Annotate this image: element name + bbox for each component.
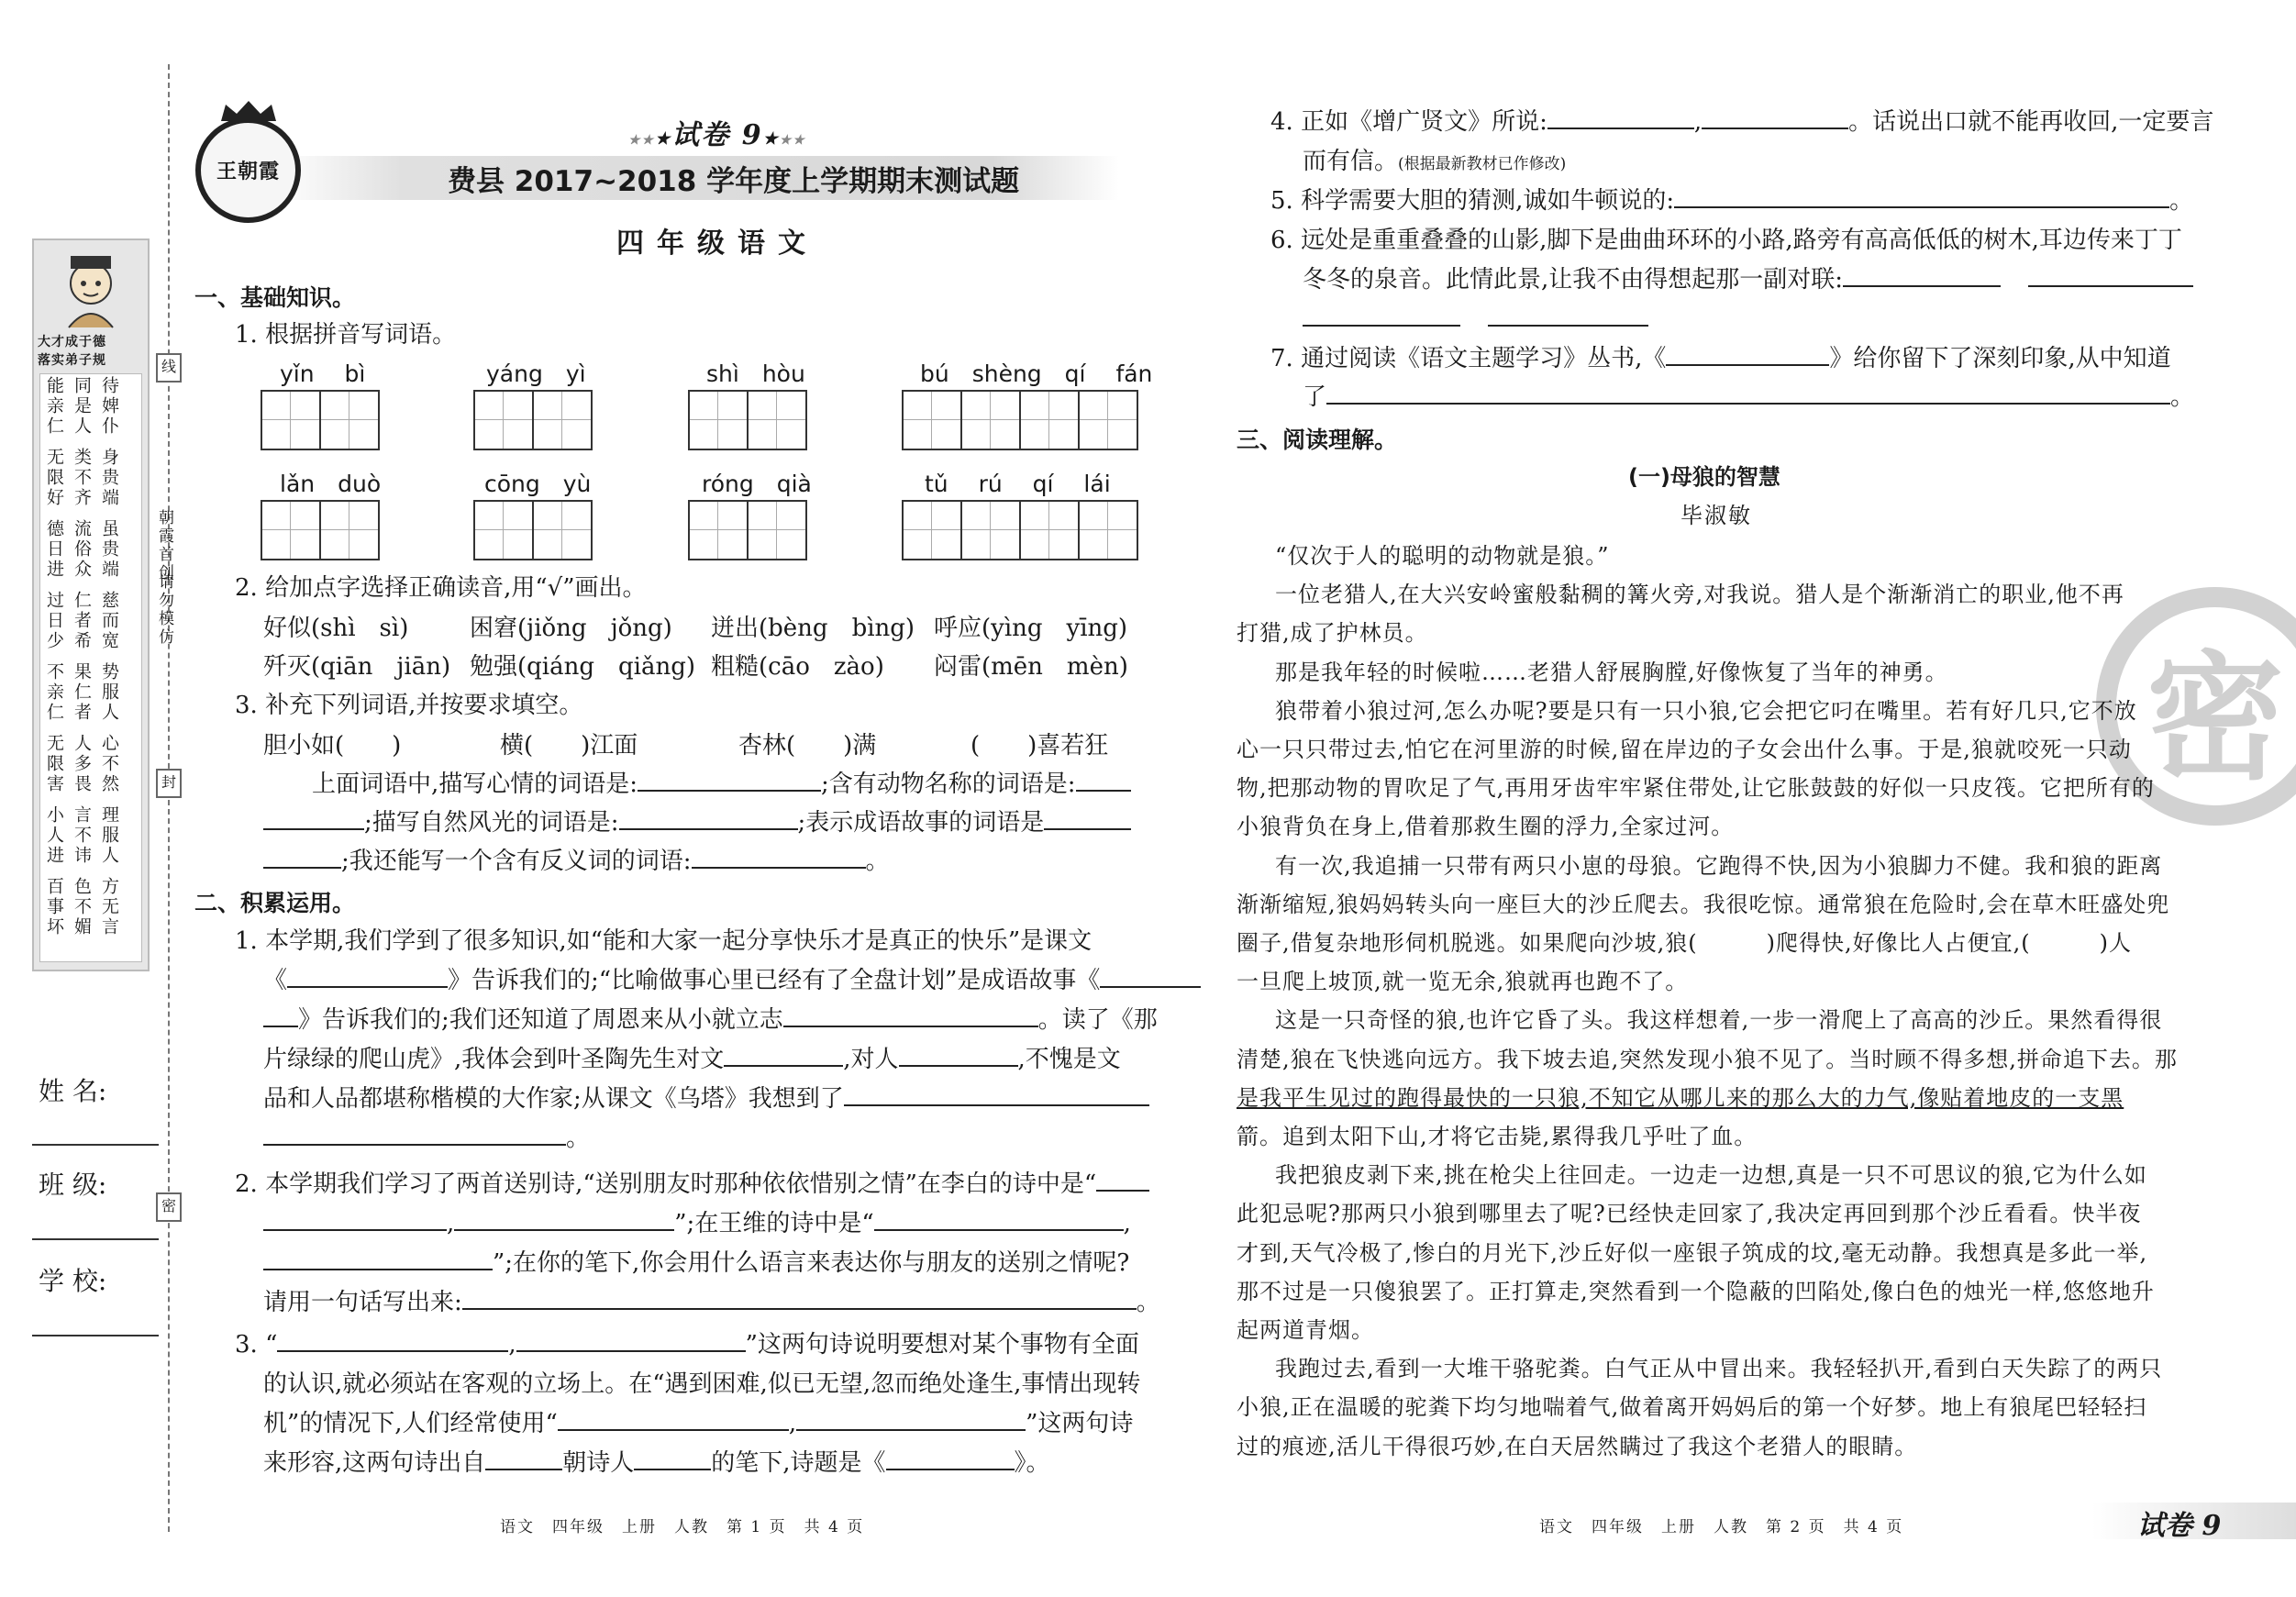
tian-grid-1[interactable] (262, 390, 380, 450)
s2-q1-line-5: 品和人品都堪称楷模的大作家;从课文《乌塔》我想到了 (263, 1080, 1149, 1118)
passage-line: 起两道青烟。 (1237, 1317, 1374, 1343)
blank[interactable] (1044, 804, 1131, 830)
passage-line: 那是我年轻的时候啦……老猎人舒展胸膛,好像恢复了当年的神勇。 (1275, 659, 1948, 685)
sidebar-verse-column: 无限好 (44, 448, 64, 508)
passage-line: “仅次于人的聪明的动物就是狼。” (1275, 543, 1610, 569)
blank[interactable] (886, 1445, 1015, 1470)
r-q7-line-2: 了 。 (1303, 378, 2194, 416)
blank[interactable] (1076, 766, 1131, 792)
section-2-title: 二、积累运用。 (194, 890, 356, 916)
blank[interactable] (1547, 104, 1694, 129)
sidebar-verse-column: 类不齐 (72, 448, 92, 508)
passage-line: 物,把那动物的胃吹足了气,再用牙齿牢牢紧住带处,让它胀鼓鼓的好似一只皮筏。它把所有的 (1237, 775, 2155, 802)
slogan-2: 落实弟子规 (38, 353, 106, 368)
sidebar-verse-column: 德日进 (44, 519, 64, 580)
blank[interactable] (263, 1205, 447, 1231)
blank[interactable] (1674, 183, 2169, 208)
passage-line: 清楚,狼在飞快逃向远方。我下坡去追,突然发现小狼不见了。当时顾不得多想,拼命追下去。那 (1237, 1046, 2178, 1072)
pinyin-4: bú shèng qí fán (920, 360, 1153, 387)
sidebar-verse-column: 过日少 (44, 591, 64, 651)
q2-item-6[interactable]: 勉强(qiáng qiǎng) (470, 653, 695, 681)
tian-grid-6[interactable] (475, 500, 593, 560)
article-author: 毕淑敏 (1680, 503, 1752, 528)
passage-line: 这是一只奇怪的狼,也许它昏了头。我这样想着,一步一滑爬上了高高的沙丘。果然看得很 (1275, 1007, 2163, 1034)
passage-line: 才到,天气冷极了,惨白的月光下,沙丘好似一座银子筑成的坟,毫无动静。我想真是多此一举, (1237, 1239, 2148, 1266)
sidebar-verse-column: 小人进 (44, 805, 64, 866)
blank[interactable] (263, 1120, 566, 1146)
vertical-note-2: 请勿模仿 (155, 573, 173, 647)
sidebar-verse-column: 理服人 (99, 805, 119, 866)
passage-line: 一旦爬上坡顶,就一览无余,狼就再也跑不了。 (1237, 969, 1689, 995)
class-label: 班 级: (39, 1170, 107, 1200)
r-q6-line-2: 冬冬的泉音。此情此景,让我不由得想起那一副对联: (1303, 261, 2193, 299)
s2-q3-line-4: 来形容,这两句诗出自 朝诗人 的笔下,诗题是《 》。 (263, 1444, 1050, 1482)
q4-note: (根据最新教材已作修改) (1398, 155, 1567, 173)
tian-grid-3[interactable] (690, 390, 807, 450)
blank[interactable] (1096, 1166, 1149, 1192)
sidebar-verse-column: 不亲仁 (44, 662, 64, 723)
r-q5: 5. 科学需要大胆的猜测,诚如牛顿说的: 。 (1270, 182, 2193, 220)
blank[interactable] (454, 1205, 674, 1231)
tian-grid-7[interactable] (690, 500, 807, 560)
blank[interactable] (1702, 104, 1848, 129)
passage-line: 渐渐缩短,狼妈妈转头向一座巨大的沙丘爬去。我很吃惊。通常狼在危险时,会在草木旺盛处兜 (1237, 891, 2170, 917)
s2-q1-line-3: 》告诉我们的;我们还知道了周恩来从小就立志 。读了《那 (263, 1001, 1158, 1039)
q3-word-1[interactable]: 胆小如( ) (263, 732, 402, 760)
sidebar-verse-column: 人多畏 (72, 734, 92, 794)
s2-q2-line-3: ”;在你的笔下,你会用什么语言来表达你与朋友的送别之情呢? (263, 1244, 1129, 1282)
blank[interactable] (263, 804, 364, 830)
blank[interactable] (263, 1245, 493, 1270)
paper-title: 费县 2017~2018 学年度上学期期末测试题 (448, 165, 1020, 198)
passage-line: 我跑过去,看到一大堆干骆驼粪。白气正从中冒出来。我轻轻扒开,看到白天失踪了的两只 (1275, 1356, 2163, 1382)
footer-right: 语文 四年级 上册 人教 第 2 页 共 4 页 (1539, 1518, 1904, 1536)
blank[interactable] (1326, 379, 2170, 405)
blank[interactable] (724, 1041, 843, 1067)
passage-line: 过的痕迹,活儿干得很巧妙,在白天居然瞒过了我这个老猎人的眼睛。 (1237, 1433, 1918, 1459)
passage-line: 是我平生见过的跑得最快的一只狼,不知它从哪儿来的那么大的力气,像贴着地皮的一支黑 (1237, 1084, 2124, 1111)
stamp-watermark: 密 (2096, 587, 2296, 826)
blank[interactable] (874, 1205, 1124, 1231)
s2-q1-line-1: 1. 本学期,我们学到了很多知识,如“能和大家一起分享快乐才是真正的快乐”是课文 (235, 927, 1093, 955)
blank[interactable] (516, 1326, 746, 1352)
sidebar-verse-column: 势服人 (99, 662, 119, 723)
blank[interactable] (783, 1002, 1038, 1027)
blank[interactable] (263, 1002, 298, 1027)
q3-line-2: ;描写自然风光的词语是: ;表示成语故事的词语是 (263, 804, 1131, 842)
class-field[interactable] (32, 1238, 159, 1240)
blank[interactable] (263, 843, 341, 869)
sidebar-verse-column: 仁者希 (72, 591, 92, 651)
s2-q3-line-2: 的认识,就必须站在客观的立场上。在“遇到困难,似已无望,忽而绝处逢生,事情出现转 (263, 1370, 1141, 1398)
pinyin-7: róng qià (702, 471, 812, 497)
passage-line: 心一只只带过去,怕它在河里游的时候,留在岸边的子女会出什么事。于是,狼就咬死一只动 (1237, 737, 2132, 762)
blank[interactable] (277, 1326, 508, 1352)
passage-line: 此犯忌呢?那两只小狼到哪里去了呢?已经快走回家了,我决定再回到那个沙丘看看。快半夜 (1237, 1201, 2142, 1227)
s2-q1-line-4: 片绿绿的爬山虎》,我体会到叶圣陶先生对文 ,对人 ,不愧是文 (263, 1040, 1121, 1079)
blank[interactable] (485, 1445, 562, 1470)
s2-q3-line-3: 机”的情况下,人们经常使用“ , ”这两句诗 (263, 1404, 1133, 1443)
passage-line: 打猎,成了护林员。 (1237, 620, 1428, 647)
q3-line-1: 上面词语中,描写心情的词语是: ;含有动物名称的词语是: (312, 765, 1131, 804)
footer-left: 语文 四年级 上册 人教 第 1 页 共 4 页 (500, 1518, 865, 1536)
blank[interactable] (1100, 962, 1201, 988)
sidebar-verse-column: 虽贵端 (99, 519, 119, 580)
q1-text: 1. 根据拼音写词语。 (235, 321, 457, 349)
s2-q3-line-1: 3. “ , ”这两句诗说明要想对某个事物有全面 (235, 1325, 1139, 1364)
q2-item-4[interactable]: 呼应(yìng yīng) (934, 615, 1128, 642)
blank[interactable] (619, 804, 798, 830)
passage-line: 箭。追到太阳下山,才将它击毙,累得我几乎吐了血。 (1237, 1124, 1758, 1149)
blank[interactable] (899, 1041, 1018, 1067)
tian-grid-8[interactable] (904, 500, 1138, 560)
vertical-note-1: 朝霞首创 (155, 509, 173, 582)
q2-item-1[interactable]: 好似(shì sì) (263, 615, 409, 642)
q3-text: 3. 补充下列词语,并按要求填空。 (235, 692, 583, 719)
pinyin-1: yǐn bì (280, 360, 366, 387)
s2-q2-line-4: 请用一句话写出来: 。 (263, 1283, 1160, 1322)
seal-mark-1: 线 (156, 353, 182, 383)
passage-line: 小狼背负在身上,借着那救生圈的浮力,全家过河。 (1237, 814, 1735, 840)
r-q6-line-1: 6. 远处是重重叠叠的山影,脚下是曲曲环环的小路,路旁有高高低低的树木,耳边传来丁丁 (1270, 227, 2182, 254)
school-field[interactable] (32, 1335, 159, 1336)
passage-line: 我把狼皮剥下来,挑在枪尖上往回走。一边走一边想,真是一只不可思议的狼,它为什么如 (1275, 1162, 2147, 1189)
s2-q1-line-6: 。 (263, 1119, 590, 1158)
q2-item-7[interactable]: 粗糙(cāo zào) (711, 653, 884, 681)
tian-grid-4[interactable] (904, 390, 1138, 450)
passage-line: 圈子,借复杂地形伺机脱逃。如果爬向沙坡,狼( )爬得快,好像比人占便宜,( )人 (1237, 930, 2132, 956)
r-q4-line-1: 4. 正如《增广贤文》所说: , 。话说出口就不能再收回,一定要言 (1270, 103, 2213, 141)
star-icon: ★ (655, 129, 672, 149)
blank[interactable] (558, 1405, 789, 1431)
r-q4-line-2: 而有信。(根据最新教材已作修改) (1303, 148, 1567, 175)
s2-q2-line-2: , ”;在王维的诗中是“ , (263, 1204, 1131, 1243)
q3-word-2[interactable]: 横( )江面 (500, 732, 638, 760)
passage-line: 小狼,正在温暖的驼粪下均匀地喘着气,做着离开妈妈后的第一个好梦。地上有狼尾巴轻轻扫 (1237, 1394, 2147, 1421)
sidebar-verse-column: 同是人 (72, 376, 92, 437)
pinyin-2: yáng yì (486, 360, 586, 387)
s2-q1-line-2: 《 》告诉我们的;“比喻做事心里已经有了全盘计划”是成语故事《 (263, 961, 1201, 1000)
subject-title: 四年级语文 (616, 227, 818, 260)
q3-line-3: ;我还能写一个含有反义词的词语: 。 (263, 842, 890, 881)
blank[interactable] (638, 766, 821, 792)
pinyin-6: cōng yù (484, 471, 592, 497)
passage-line: 狼带着小狼过河,怎么办呢?要是只有一只小狼,它会把它叼在嘴里。若有好几只,它不放 (1275, 697, 2137, 724)
sidebar-verse-column: 言不讳 (72, 805, 92, 866)
name-label: 姓 名: (39, 1076, 107, 1106)
tian-grid-2[interactable] (475, 390, 593, 450)
passage-line: 有一次,我追捕一只带有两只小崽的母狼。它跑得不快,因为小狼脚力不健。我和狼的距离 (1275, 852, 2163, 879)
binding-line (168, 64, 170, 1532)
pinyin-3: shì hòu (706, 360, 805, 387)
sidebar-verse-column: 色不媚 (72, 877, 92, 937)
passage-line: 一位老猎人,在大兴安岭蜜般黏稠的篝火旁,对我说。猎人是个渐渐消亡的职业,他不再 (1275, 582, 2124, 608)
q2-item-8[interactable]: 闷雷(mēn mèn) (934, 653, 1128, 681)
blank[interactable] (1843, 261, 2001, 287)
footer-badge-text: 试卷 9 (2137, 1510, 2222, 1542)
pinyin-5: lǎn duò (280, 471, 382, 497)
sidebar-verse-column: 方无言 (99, 877, 119, 937)
s2-q2-line-1: 2. 本学期我们学习了两首送别诗,“送别朋友时那种依依惜别之情”在李白的诗中是“ (235, 1165, 1149, 1203)
blank[interactable] (634, 1445, 711, 1470)
blank[interactable] (844, 1081, 1149, 1106)
school-label: 学 校: (39, 1266, 107, 1296)
logo-text: 王朝霞 (216, 160, 280, 183)
scholar-icon (34, 245, 148, 332)
blank[interactable] (1666, 340, 1829, 366)
blank[interactable] (1488, 301, 1648, 327)
sidebar-verse-column: 流俗众 (72, 519, 92, 580)
blank[interactable] (1303, 301, 1460, 327)
sidebar-verse-column: 心不然 (99, 734, 119, 794)
section-1-title: 一、基础知识。 (194, 284, 356, 311)
name-field[interactable] (32, 1144, 159, 1146)
blank[interactable] (287, 962, 448, 988)
r-q6-line-3 (1303, 300, 1648, 338)
header-logo (195, 117, 301, 223)
sidebar-verse-column: 慈而宽 (99, 591, 119, 651)
seal-mark-3: 密 (156, 1192, 182, 1222)
blank[interactable] (692, 843, 866, 869)
sidebar-verse-column: 无限害 (44, 734, 64, 794)
seal-mark-2: 封 (156, 769, 182, 798)
pinyin-8: tǔ rú qí lái (925, 471, 1111, 497)
paper-label: ★★★试卷 9★★★ (628, 119, 806, 151)
q3-word-4[interactable]: ( )喜若狂 (971, 732, 1109, 760)
sidebar-verse-column: 身贵端 (99, 448, 119, 508)
star-icon: ★★ (779, 133, 806, 148)
q2-text: 2. 给加点字选择正确读音,用“√”画出。 (235, 574, 647, 602)
blank[interactable] (462, 1284, 1137, 1310)
r-q7-line-1: 7. 通过阅读《语文主题学习》丛书,《 》给你留下了深刻印象,从中知道 (1270, 339, 2171, 378)
passage-line: 那不过是一只傻狼罢了。正打算走,突然看到一个隐蔽的凹陷处,像白色的烛光一样,悠悠地升 (1237, 1278, 2155, 1304)
tian-grid-5[interactable] (262, 500, 380, 560)
blank[interactable] (796, 1405, 1026, 1431)
q3-word-3[interactable]: 杏林( )满 (738, 732, 877, 760)
sidebar-verse-column: 待婢仆 (99, 376, 119, 437)
sidebar-verse-column: 能亲仁 (44, 376, 64, 437)
sidebar-verse-column: 百事坏 (44, 877, 64, 937)
crown-icon (216, 99, 281, 123)
q2-item-2[interactable]: 困窘(jiǒng jǒng) (470, 615, 672, 642)
star-icon: ★ (762, 129, 780, 149)
section-3-title: 三、阅读理解。 (1237, 427, 1398, 453)
q2-item-3[interactable]: 迸出(bèng bìng) (711, 615, 915, 642)
star-icon: ★★ (628, 133, 656, 148)
article-title: (一)母狼的智慧 (1628, 464, 1780, 490)
q2-item-5[interactable]: 歼灭(qiān jiān) (263, 653, 451, 681)
sidebar-verse-column: 果仁者 (72, 662, 92, 723)
blank[interactable] (2028, 261, 2193, 287)
slogan-1: 大才成于德 (38, 335, 106, 349)
